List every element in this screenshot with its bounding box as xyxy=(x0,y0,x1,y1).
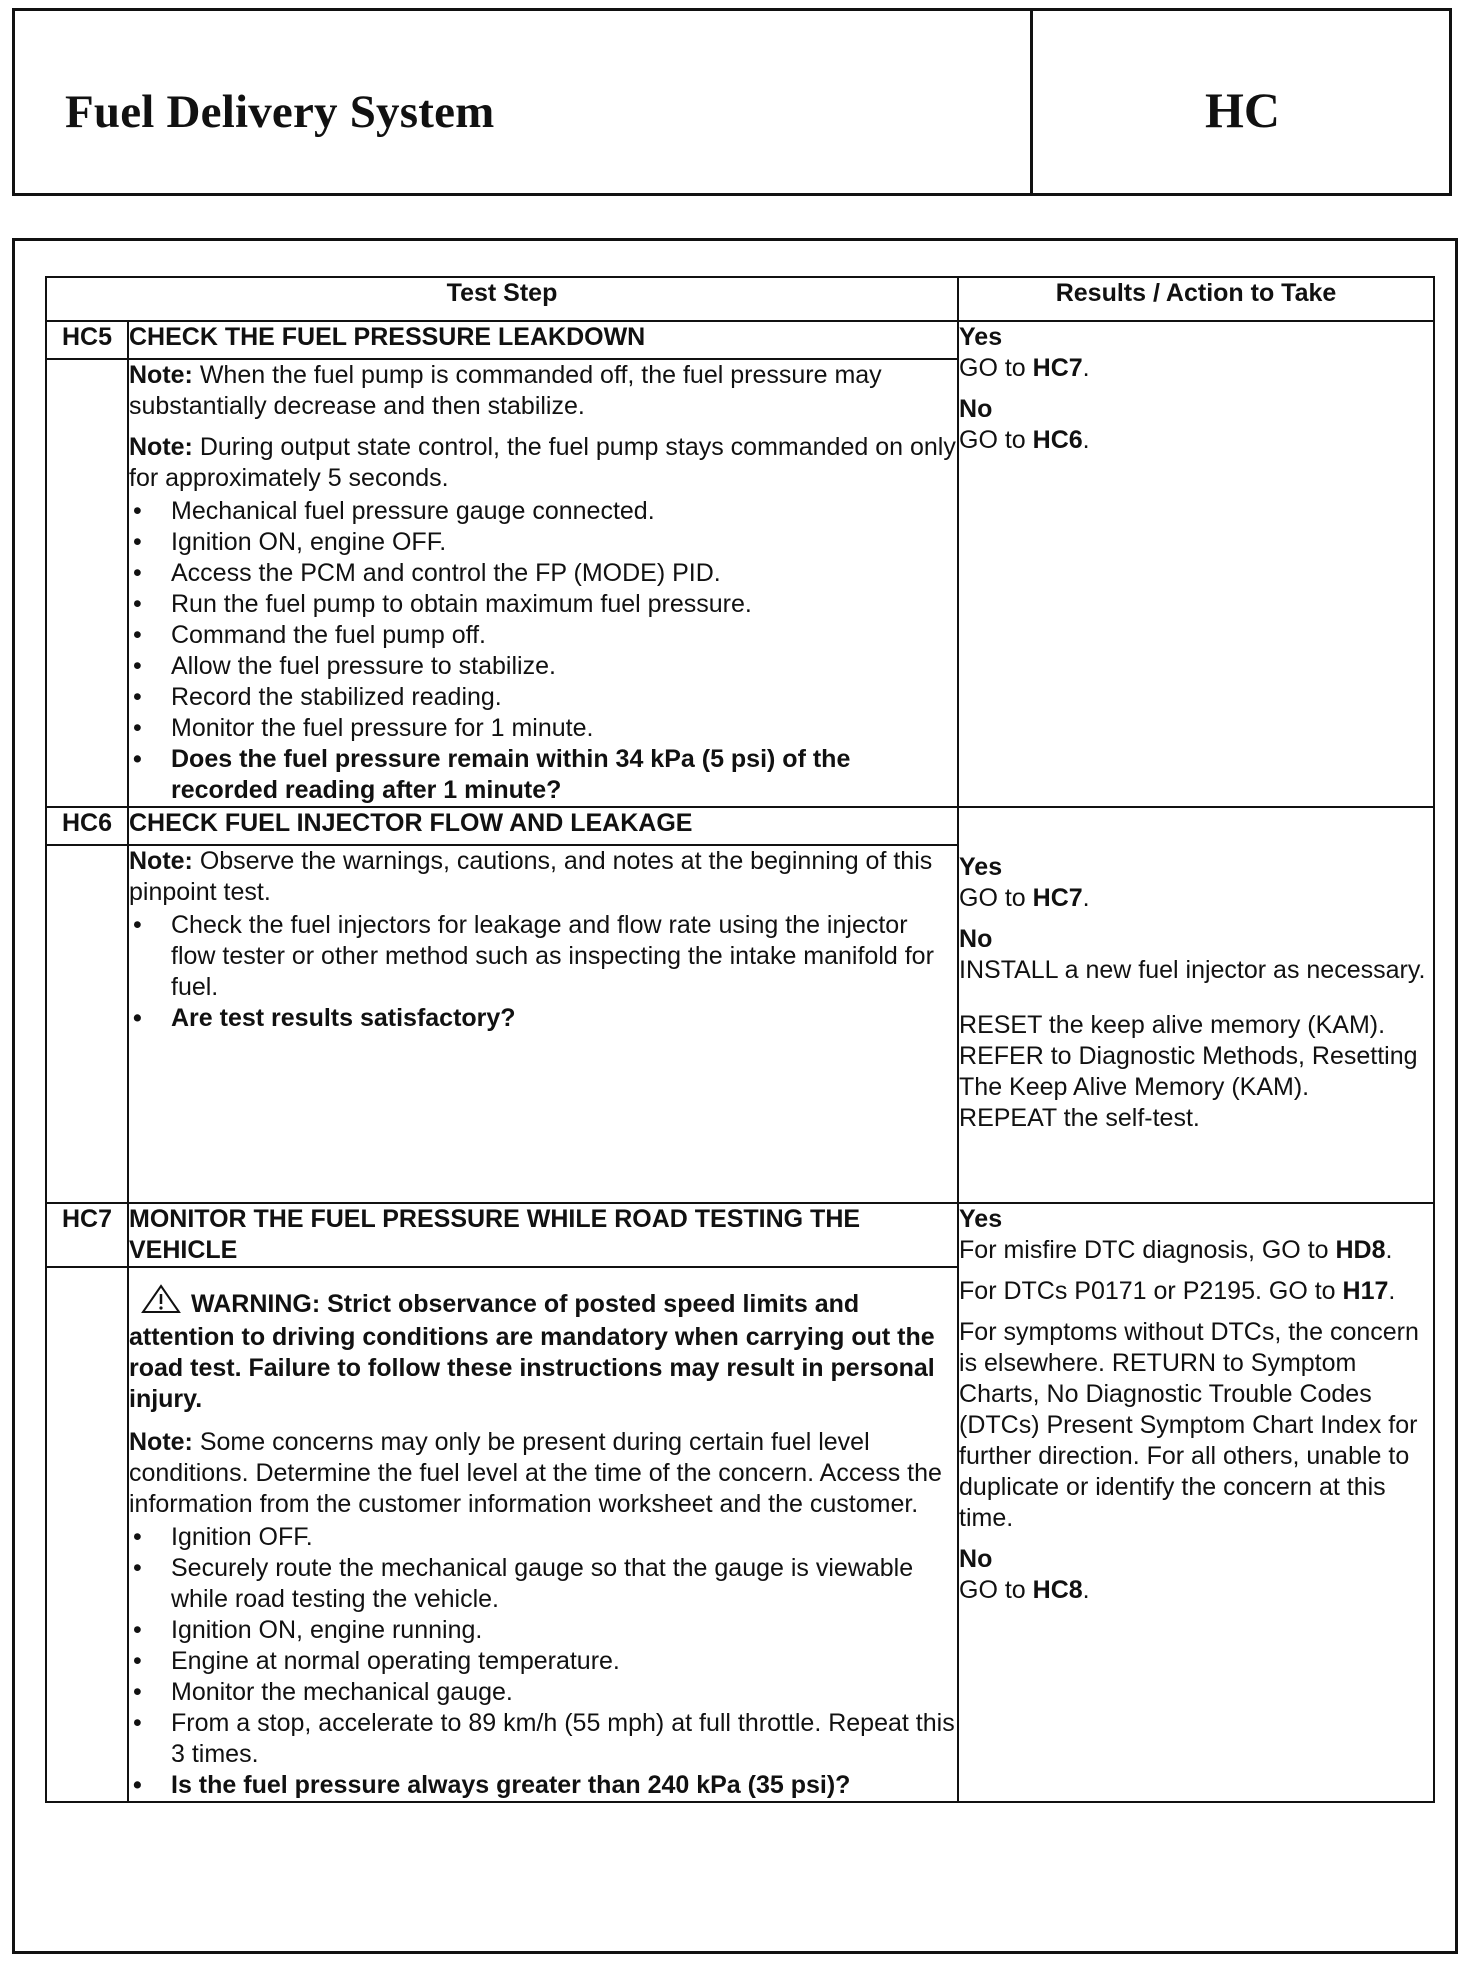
list-item: • Record the stabilized reading. xyxy=(129,682,957,713)
goto-link-hc7[interactable]: HC7 xyxy=(1032,884,1083,912)
note-text: Some concerns may only be present during certain fuel level conditions. Determine the fuel level at the time of the concern. Access the information from the customer information worksheet and the customer. xyxy=(129,1428,942,1518)
question-hc6: • Are test results satisfactory? xyxy=(129,1003,957,1034)
yes-label: Yes xyxy=(959,853,1003,881)
yes-dtcs-text: For DTCs P0171 or P2195. GO to xyxy=(959,1277,1343,1305)
note-hc5-2 xyxy=(129,432,957,494)
yes-misfire: For misfire DTC diagnosis, GO to HD8. xyxy=(959,1236,1393,1264)
step-hc6-title-row xyxy=(46,807,1434,845)
list-item: • From a stop, accelerate to 89 km/h (55 mph) at full throttle. Repeat this 3 times. xyxy=(129,1708,957,1770)
yes-symptoms-text: For symptoms without DTCs, the concern is elsewhere. RETURN to Symptom Charts, No Diagnostic Trouble Codes (DTCs) Present Symptom Chart Index for further direction. For all others, unable to duplicate or identify the concern at this time. xyxy=(959,1318,1419,1532)
step-id-spacer xyxy=(46,1267,128,1802)
note-label: Note: xyxy=(129,847,193,875)
yes-action-text: GO to xyxy=(959,884,1033,912)
goto-link-hc8[interactable]: HC8 xyxy=(1032,1576,1083,1604)
no-action: GO to HC6. xyxy=(959,426,1090,454)
step-body-hc5 xyxy=(128,359,958,807)
bullet-list-hc5 xyxy=(129,496,957,806)
table-header-row xyxy=(46,277,1434,321)
list-item: • Run the fuel pump to obtain maximum fuel pressure. xyxy=(129,589,957,620)
step-title-hc6: CHECK FUEL INJECTOR FLOW AND LEAKAGE xyxy=(128,807,958,845)
note-label: Note: xyxy=(129,1428,193,1456)
note-text: During output state control, the fuel pump stays commanded on only for approximately 5 seconds. xyxy=(129,433,956,492)
goto-link-hc7[interactable]: HC7 xyxy=(1032,354,1083,382)
list-item: • Ignition ON, engine OFF. xyxy=(129,527,957,558)
no-action-text: GO to xyxy=(959,1576,1033,1604)
result-yes-hc6 xyxy=(959,852,1433,914)
results-hc5 xyxy=(958,321,1434,807)
list-item: • Engine at normal operating temperature. xyxy=(129,1646,957,1677)
step-hc5-title-row xyxy=(46,321,1434,359)
step-hc7-title-row xyxy=(46,1203,1434,1267)
yes-action: GO to HC7. xyxy=(959,354,1090,382)
result-yes-hc5 xyxy=(959,322,1433,384)
list-item: • Check the fuel injectors for leakage and flow rate using the injector flow tester or other method such as inspecting the intake manifold for fuel. xyxy=(129,910,957,1003)
yes-action: GO to HC7. xyxy=(959,884,1090,912)
column-header-results: Results / Action to Take xyxy=(958,277,1434,321)
goto-link-h17[interactable]: H17 xyxy=(1342,1277,1389,1305)
step-id-hc5: HC5 xyxy=(46,321,128,359)
note-hc5-1 xyxy=(129,360,957,422)
result-yes-hc7 xyxy=(959,1204,1433,1534)
step-title-hc5: CHECK THE FUEL PRESSURE LEAKDOWN xyxy=(128,321,958,359)
bullet-list-hc7 xyxy=(129,1522,957,1801)
warning-triangle-icon xyxy=(141,1284,181,1322)
step-id-hc7: HC7 xyxy=(46,1203,128,1267)
step-body-hc7 xyxy=(128,1267,958,1802)
step-title-hc7: MONITOR THE FUEL PRESSURE WHILE ROAD TESTING THE VEHICLE xyxy=(128,1203,958,1267)
goto-link-hc6[interactable]: HC6 xyxy=(1032,426,1083,454)
result-no-hc7 xyxy=(959,1544,1433,1606)
yes-action-text: GO to xyxy=(959,354,1033,382)
list-item: • Monitor the fuel pressure for 1 minute. xyxy=(129,713,957,744)
note-label: Note: xyxy=(129,433,193,461)
warning-block xyxy=(129,1284,957,1415)
yes-label: Yes xyxy=(959,1205,1003,1233)
step-id-hc6: HC6 xyxy=(46,807,128,845)
no-label: No xyxy=(959,1545,993,1573)
no-action: INSTALL a new fuel injector as necessary. xyxy=(959,956,1426,984)
note-label: Note: xyxy=(129,361,193,389)
results-hc6 xyxy=(958,807,1434,1203)
list-item: • Ignition OFF. xyxy=(129,1522,957,1553)
goto-link-hd8[interactable]: HD8 xyxy=(1335,1236,1386,1264)
note-text: When the fuel pump is commanded off, the fuel pressure may substantially decrease and then stabilize. xyxy=(129,361,882,420)
note-text: Observe the warnings, cautions, and notes at the beginning of this pinpoint test. xyxy=(129,847,933,906)
column-header-test-step: Test Step xyxy=(46,277,958,321)
warning-text: WARNING: Strict observance of posted speed limits and attention to driving conditions are mandatory when carrying out the road test. Failure to follow these instructions may result in personal injury. xyxy=(129,1290,935,1413)
list-item: • Monitor the mechanical gauge. xyxy=(129,1677,957,1708)
list-item: • Access the PCM and control the FP (MODE) PID. xyxy=(129,558,957,589)
step-id-spacer xyxy=(46,845,128,1203)
list-item: • Allow the fuel pressure to stabilize. xyxy=(129,651,957,682)
note-hc6 xyxy=(129,846,957,908)
result-no-hc6 xyxy=(959,924,1433,986)
document-title: Fuel Delivery System xyxy=(65,86,495,138)
question-hc7: • Is the fuel pressure always greater than 240 kPa (35 psi)? xyxy=(129,1770,957,1801)
list-item: • Mechanical fuel pressure gauge connected. xyxy=(129,496,957,527)
no-label: No xyxy=(959,925,993,953)
question-hc5: • Does the fuel pressure remain within 34 kPa (5 psi) of the recorded reading after 1 minute? xyxy=(129,744,957,806)
yes-misfire-text: For misfire DTC diagnosis, GO to xyxy=(959,1236,1336,1264)
no-action-text: GO to xyxy=(959,426,1033,454)
step-body-hc6 xyxy=(128,845,958,1203)
results-hc7 xyxy=(958,1203,1434,1802)
yes-dtcs: For DTCs P0171 or P2195. GO to H17. xyxy=(959,1277,1396,1305)
no-label: No xyxy=(959,395,993,423)
no-action: GO to HC8. xyxy=(959,1576,1090,1604)
list-item: • Command the fuel pump off. xyxy=(129,620,957,651)
section-code: HC xyxy=(1205,82,1280,138)
bullet-list-hc6 xyxy=(129,910,957,1034)
step-id-spacer xyxy=(46,359,128,807)
reset-kam-text: RESET the keep alive memory (KAM). REFER to Diagnostic Methods, Resetting The Keep Alive Memory (KAM). xyxy=(959,1011,1418,1101)
list-item: • Securely route the mechanical gauge so that the gauge is viewable while road testing the vehicle. xyxy=(129,1553,957,1615)
list-item: • Ignition ON, engine running. xyxy=(129,1615,957,1646)
test-step-table xyxy=(45,276,1435,1803)
result-no-hc5 xyxy=(959,394,1433,456)
header-box xyxy=(12,8,1452,196)
note-hc7 xyxy=(129,1427,957,1520)
repeat-self-test-text: REPEAT the self-test. xyxy=(959,1104,1200,1132)
yes-label: Yes xyxy=(959,323,1003,351)
